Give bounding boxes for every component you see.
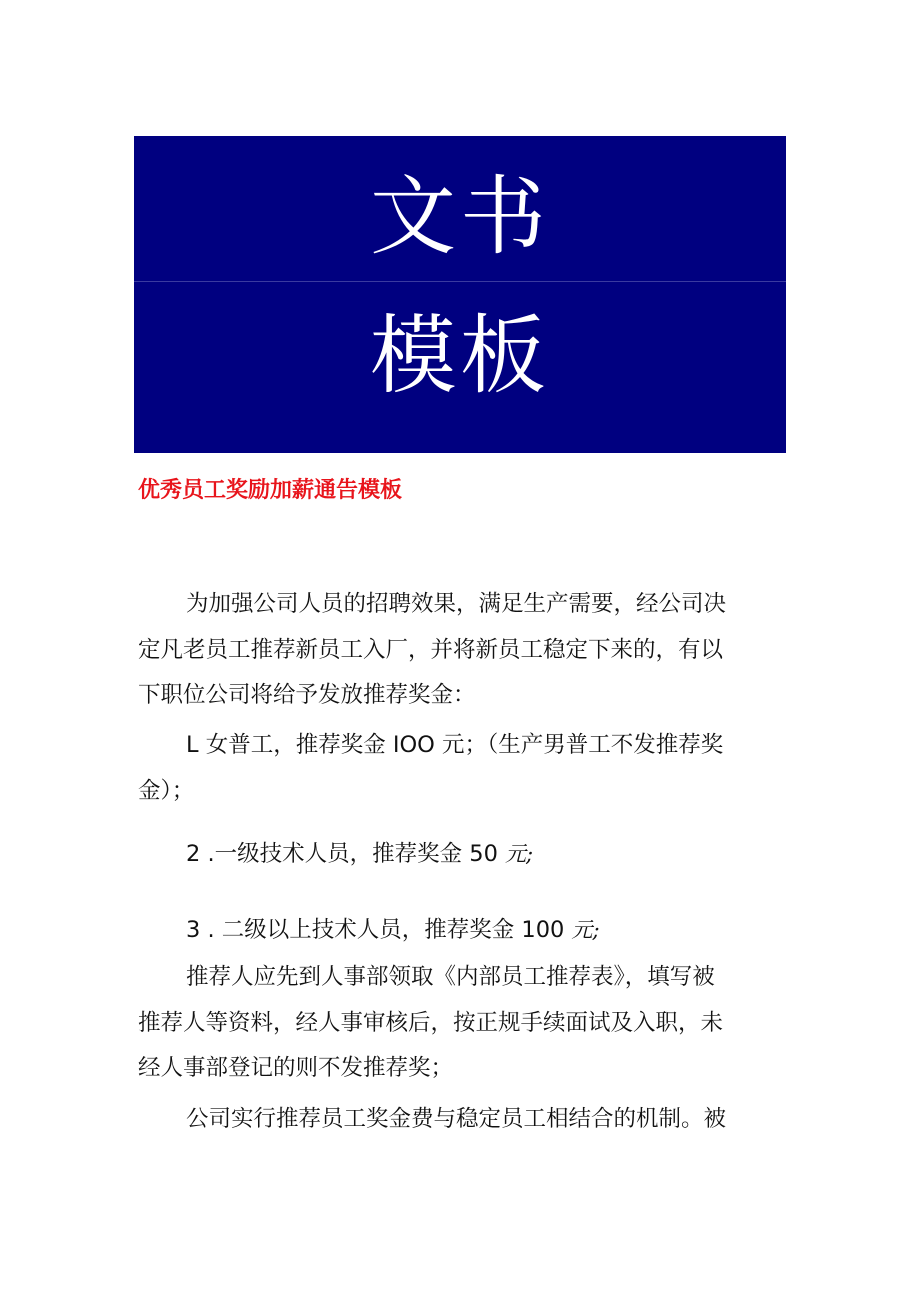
- list-item-3: [138, 908, 788, 954]
- list-item-unit: 元;: [505, 842, 534, 866]
- list-item-unit: 元;: [571, 918, 600, 942]
- list-item-line: [138, 832, 788, 878]
- list-item-text: 2 .一级技术人员，推荐奖金 50: [186, 841, 506, 867]
- banner-divider: [134, 281, 786, 282]
- paragraph-line: 推荐人应先到人事部领取《内部员工推荐表》，填写被: [186, 964, 715, 990]
- paragraph-mechanism: [138, 1097, 788, 1143]
- paragraph-intro: [138, 582, 788, 719]
- document-title: 优秀员工奖励加薪通告模板: [138, 478, 403, 503]
- list-item-line: [138, 908, 788, 954]
- paragraph-line: 定凡老员工推荐新员工入厂，并将新员工稳定下来的，有以: [138, 636, 724, 663]
- paragraph-line: 下职位公司将给予发放推荐奖金：: [138, 682, 476, 708]
- list-item-line: L 女普工，推荐奖金 IOO 元；（生产男普工不发推荐奖: [186, 732, 724, 758]
- banner-title-line2: 模板: [370, 306, 550, 406]
- paragraph-line: 经人事部登记的则不发推荐奖；: [138, 1055, 454, 1081]
- list-item-1: [138, 723, 788, 814]
- list-item-line: 金）；: [138, 777, 195, 804]
- paragraph-line: 为加强公司人员的招聘效果，满足生产需要，经公司决: [186, 591, 727, 617]
- paragraph-line: 公司实行推荐员工奖金费与稳定员工相结合的机制。被: [186, 1106, 727, 1132]
- banner-title-line1: 文书: [370, 167, 550, 267]
- paragraph-line: 推荐人等资料，经人事审核后，按正规手续面试及入职，未: [138, 1009, 724, 1036]
- list-item-text: 3 . 二级以上技术人员，推荐奖金 100: [186, 917, 572, 943]
- paragraph-procedure: [138, 955, 788, 1092]
- list-item-2: [138, 832, 788, 878]
